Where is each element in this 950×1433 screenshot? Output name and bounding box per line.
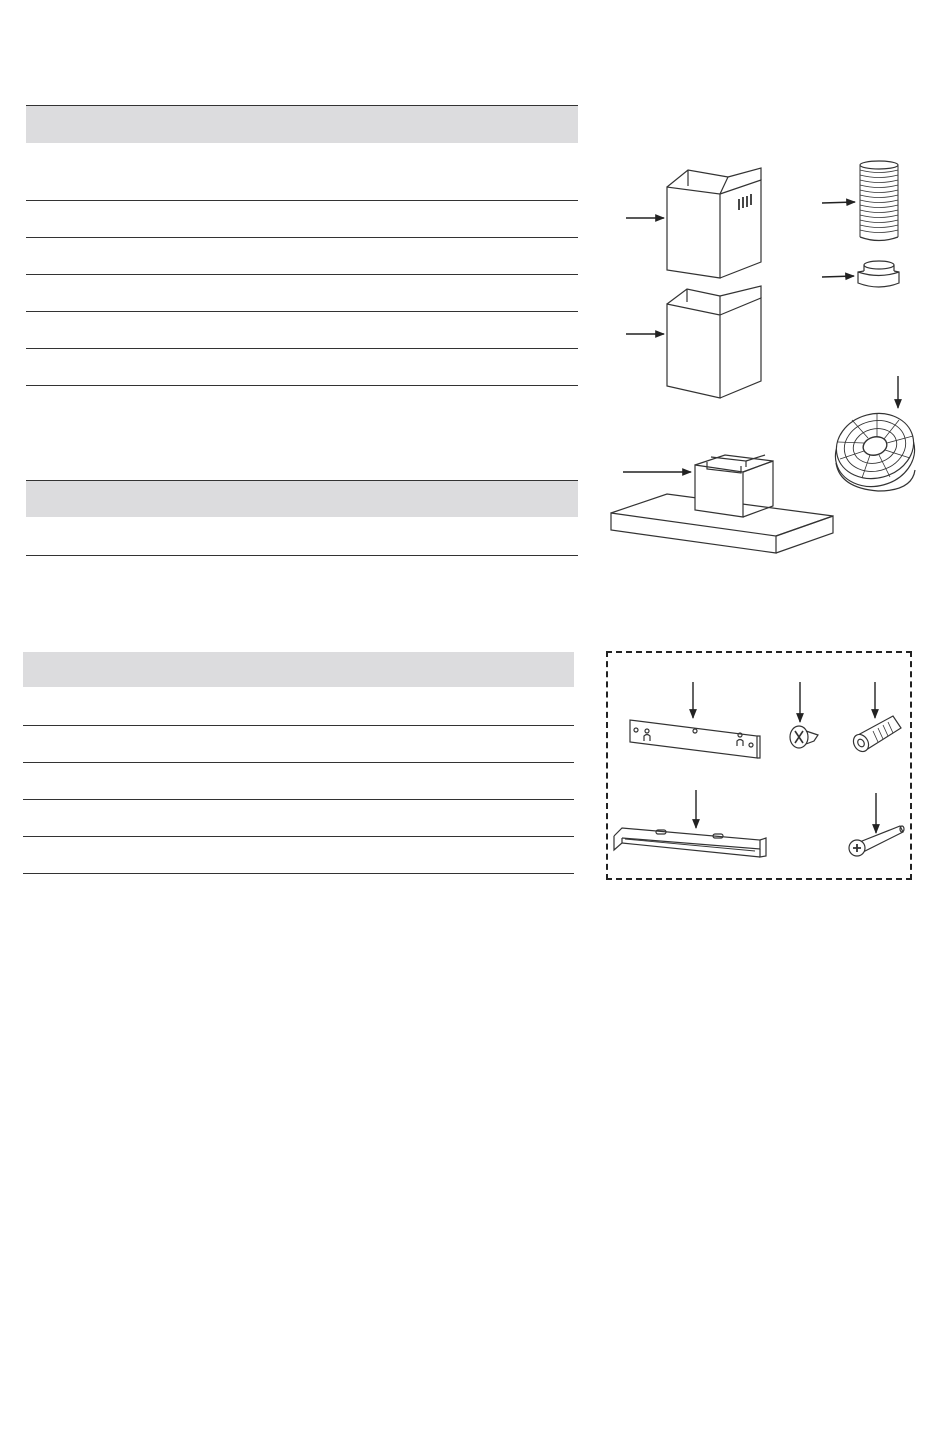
screw-icon	[790, 682, 818, 748]
long-screw-icon	[849, 793, 904, 856]
support-bracket-icon	[614, 790, 766, 857]
wall-anchor-icon	[850, 682, 901, 754]
mounting-bracket-icon	[630, 682, 760, 758]
